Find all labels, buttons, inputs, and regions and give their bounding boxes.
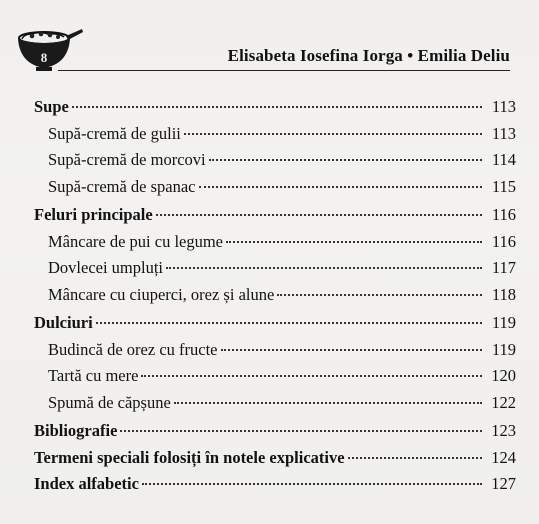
header-authors: Elisabeta Iosefina Iorga • Emilia Deliu [227,46,510,65]
toc-entry-title: Termeni speciali folosiți în notele explicative [34,447,345,467]
leader-dots [348,457,482,459]
toc-entry-dovlecei[interactable] [34,257,516,284]
toc-entry-page: 124 [491,447,516,467]
leader-dots [221,349,483,351]
toc-entry-bibliografie[interactable] [34,420,516,447]
toc-entry-title: Mâncare de pui cu legume [48,231,224,251]
leader-dots [199,186,482,188]
toc-entry-supa-spanac[interactable] [34,176,516,203]
toc-entry-page: 114 [491,150,516,169]
leader-dots [174,402,482,404]
toc-entry-page: 119 [491,339,516,359]
leader-dots [120,430,482,432]
page-number: 8 [40,50,48,65]
toc-entry-page: 113 [491,123,516,143]
toc-entry-title: Budincă de orez cu fructe [48,339,218,359]
toc-entry-title: Feluri principale [34,205,153,224]
page-header [14,28,520,76]
soup-bowl-icon [14,28,84,74]
toc-entry-tarta[interactable] [34,365,516,392]
toc-entry-title: Bibliografie [34,421,118,440]
toc-entry-supa-morcovi[interactable] [34,149,516,176]
toc-entry-page: 113 [491,97,516,116]
toc-entry-page: 119 [491,313,516,332]
toc-entry-termeni-speciali[interactable] [34,447,516,474]
toc-entry-page: 122 [491,392,516,412]
leader-dots [96,322,482,324]
toc-entry-page: 115 [491,176,516,196]
leader-dots [184,133,482,135]
toc-entry-page: 120 [491,366,516,385]
toc-entry-page: 116 [491,231,516,251]
toc-entry-supe[interactable] [34,96,516,123]
toc-entry-page: 117 [491,258,516,277]
toc-entry-page: 123 [491,421,516,440]
toc-entry-title: Dulciuri [34,313,93,332]
toc-entry-pui-legume[interactable] [34,231,516,258]
toc-entry-title: Index alfabetic [34,474,139,493]
toc-entry-page: 118 [491,284,516,304]
toc-entry-page: 127 [491,474,516,493]
toc-entry-ciuperci[interactable] [34,284,516,311]
toc-entry-spuma[interactable] [34,392,516,419]
toc-entry-feluri-principale[interactable] [34,204,516,231]
table-of-contents [34,96,516,500]
leader-dots [72,106,482,108]
toc-entry-title: Supă-cremă de morcovi [48,150,206,169]
toc-entry-budinca[interactable] [34,339,516,366]
toc-entry-title: Supe [34,97,69,116]
leader-dots [209,159,482,161]
toc-entry-title: Spumă de căpșune [48,392,171,412]
leader-dots [277,294,482,296]
header-rule [58,70,510,71]
toc-entry-title: Dovlecei umpluți [48,258,164,277]
toc-entry-supa-gulii[interactable] [34,123,516,150]
leader-dots [226,241,482,243]
leader-dots [142,483,482,485]
leader-dots [166,267,482,269]
toc-entry-page: 116 [491,205,516,224]
toc-entry-index-alfabetic[interactable] [34,473,516,500]
leader-dots [156,214,482,216]
leader-dots [141,375,482,377]
toc-entry-title: Tartă cu mere [48,366,139,385]
toc-entry-title: Mâncare cu ciuperci, orez și alune [48,284,275,304]
toc-entry-title: Supă-cremă de spanac [48,176,196,196]
toc-entry-dulciuri[interactable] [34,312,516,339]
toc-entry-title: Supă-cremă de gulii [48,123,181,143]
